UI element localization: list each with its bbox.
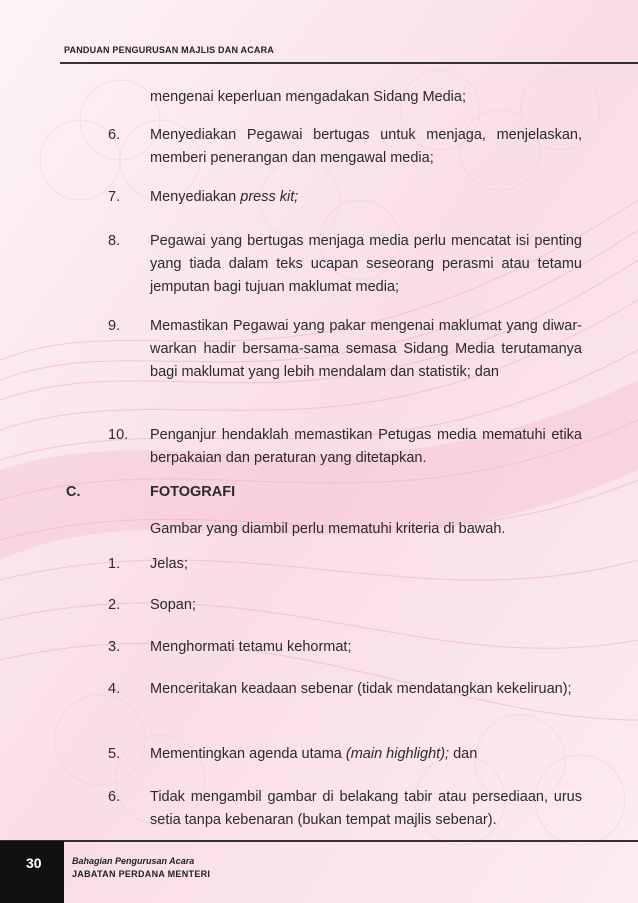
item-text: Menghormati tetamu kehormat; [150,639,352,655]
continuation-text: mengenai keperluan mengadakan Sidang Media; [150,89,466,105]
item-text: Penganjur hendaklah memastikan Petugas media mematuhi etika berpakaian dan peraturan yang ditetapkan. [150,427,582,466]
footer-divider [0,840,638,842]
item-text: Tidak mengambil gambar di belakang tabir atau persediaan, urus setia tanpa kebenaran (bukan tempat majlis sebenar). [150,789,582,828]
item-number: 7. [108,189,121,205]
section-intro: Gambar yang diambil perlu mematuhi kriteria di bawah. [150,521,506,537]
item-number: 2. [108,597,121,613]
item-number: 4. [108,681,121,697]
page-number-box [0,841,64,903]
item-text: Mementingkan agenda utama (main highlight); dan [150,746,478,762]
footer-organization: JABATAN PERDANA MENTERI [72,869,211,879]
item-number: 5. [108,746,121,762]
item-text: Menceritakan keadaan sebenar (tidak mendatangkan kekeliruan); [150,681,572,697]
item-number: 6. [108,127,121,143]
item-number: 9. [108,318,121,334]
item-text: Memastikan Pegawai yang pakar mengenai maklumat yang diwar-warkan hadir bersama-sama semasa Sidang Media terutamanya bagi maklumat yang lebih mendalam dan statistik; dan [150,318,582,380]
item-text: Menyediakan press kit; [150,189,299,205]
item-number: 8. [108,233,121,249]
item-text: Pegawai yang bertugas menjaga media perlu mencatat isi penting yang tiada dalam teks ucapan seseorang perasmi atau tetamu jemputan bagi tujuan maklumat media; [150,233,582,295]
item-text: Jelas; [150,556,188,572]
section-letter: C. [66,484,81,500]
item-number: 6. [108,789,121,805]
section-title: FOTOGRAFI [150,484,236,500]
item-text: Sopan; [150,597,196,613]
page-number: 30 [26,855,42,871]
footer-department: Bahagian Pengurusan Acara [72,856,195,866]
item-text: Menyediakan Pegawai bertugas untuk menjaga, menjelaskan, memberi penerangan dan mengawal media; [150,127,582,166]
item-number: 10. [108,427,129,443]
header-divider [60,62,638,64]
running-header: PANDUAN PENGURUSAN MAJLIS DAN ACARA [64,45,275,55]
item-number: 1. [108,556,121,572]
item-number: 3. [108,639,121,655]
